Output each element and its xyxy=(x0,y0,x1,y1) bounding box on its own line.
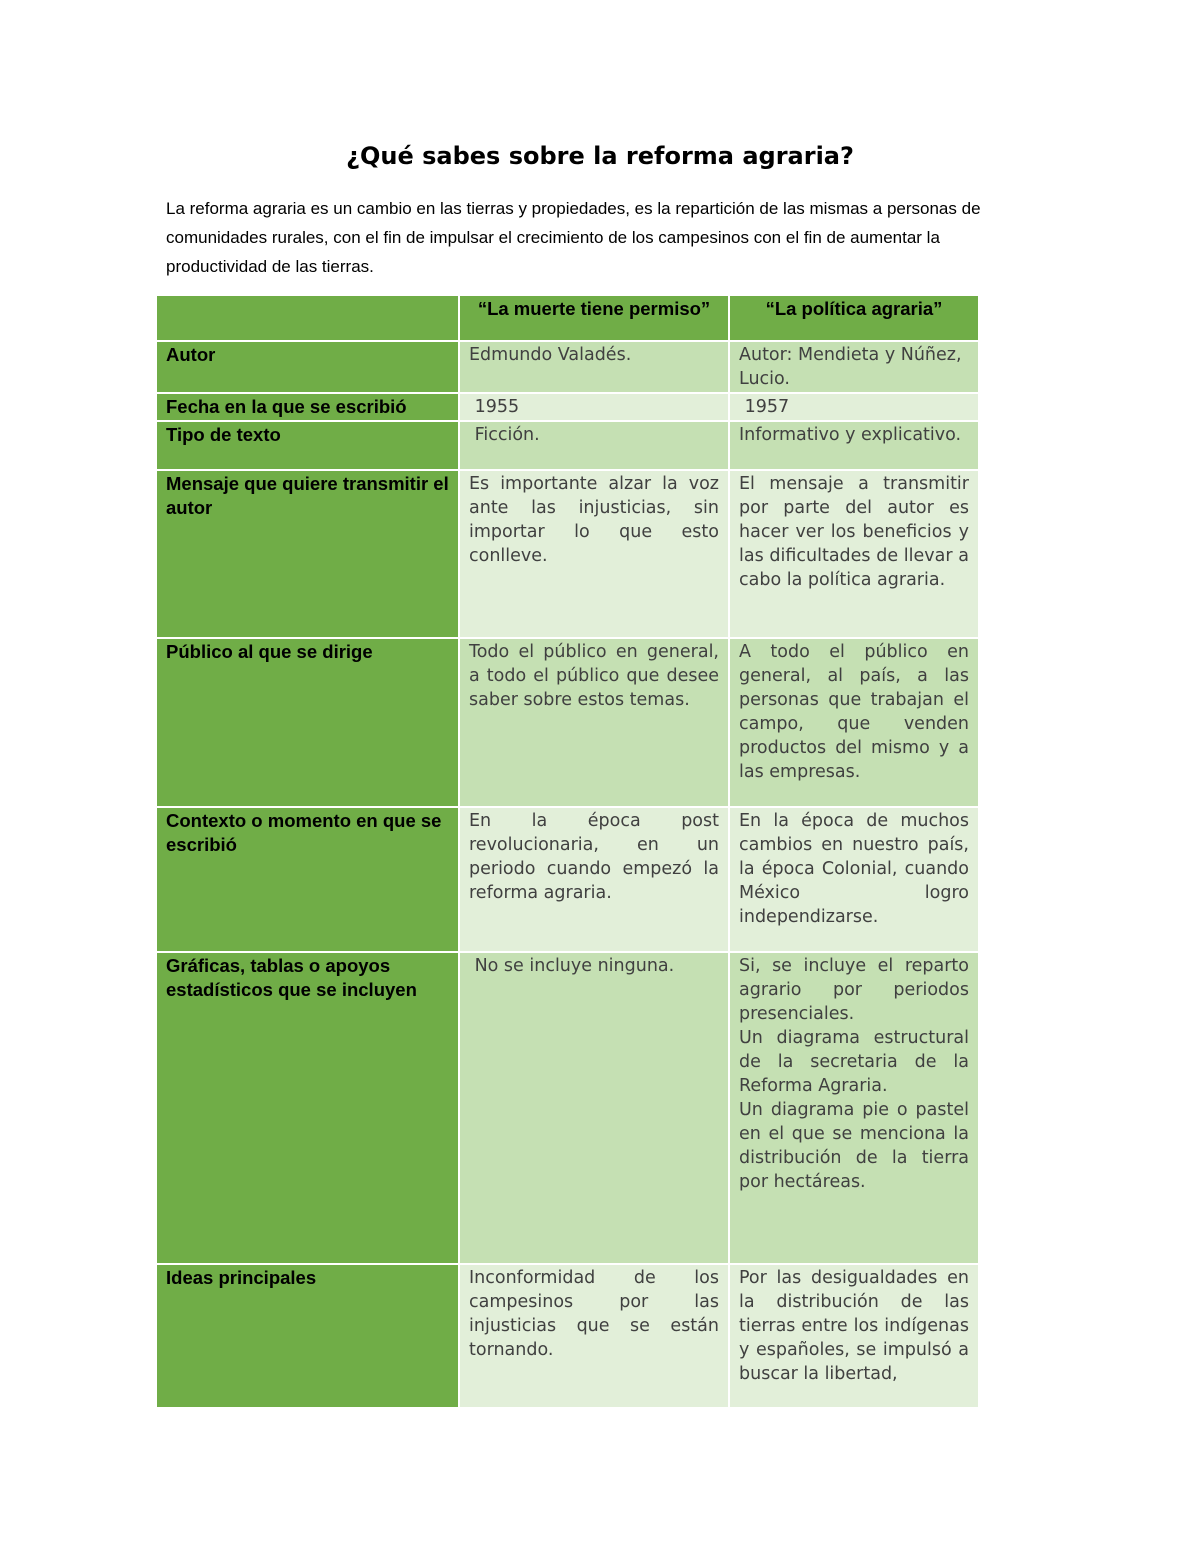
row-label-mensaje: Mensaje que quiere transmitir el autor xyxy=(156,470,459,638)
table-row xyxy=(156,421,979,470)
cell-tipo-b: Informativo y explicativo. xyxy=(729,421,979,470)
header-empty xyxy=(156,295,459,341)
row-label-tipo: Tipo de texto xyxy=(156,421,459,470)
graficas-b-item: Si, se incluye el reparto agrario por periodos presenciales. xyxy=(739,956,969,1024)
cell-contexto-a: En la época post revolucionaria, en un periodo cuando empezó la reforma agraria. xyxy=(459,807,729,952)
table-row xyxy=(156,952,979,1264)
cell-tipo-a: Ficción. xyxy=(459,421,729,470)
cell-graficas-b xyxy=(729,952,979,1264)
table-row xyxy=(156,341,979,393)
cell-publico-a: Todo el público en general, a todo el público que desee saber sobre estos temas. xyxy=(459,638,729,807)
cell-mensaje-b: El mensaje a transmitir por parte del autor es hacer ver los beneficios y las dificultades de llevar a cabo la política agraria. xyxy=(729,470,979,638)
cell-fecha-a: 1955 xyxy=(459,393,729,421)
graficas-b-item: Un diagrama estructural de la secretaria de la Reforma Agraria. xyxy=(739,1028,969,1096)
table-row xyxy=(156,638,979,807)
table-row xyxy=(156,807,979,952)
cell-publico-b: A todo el público en general, al país, a las personas que trabajan el campo, que venden productos del mismo y a las empresas. xyxy=(729,638,979,807)
table-row xyxy=(156,1264,979,1408)
page-title: ¿Qué sabes sobre la reforma agraria? xyxy=(346,142,854,170)
graficas-b-item: Un diagrama pie o pastel en el que se menciona la distribución de la tierra por hectáreas. xyxy=(739,1100,969,1192)
cell-ideas-a: Inconformidad de los campesinos por las injusticias que se están tornando. xyxy=(459,1264,729,1408)
row-label-contexto: Contexto o momento en que se escribió xyxy=(156,807,459,952)
comparison-table xyxy=(156,295,979,1408)
cell-ideas-b: Por las desigualdades en la distribución de las tierras entre los indígenas y españoles, se impulsó a buscar la libertad, xyxy=(729,1264,979,1408)
header-muerte-tiene-permiso: “La muerte tiene permiso” xyxy=(459,295,729,341)
table-row xyxy=(156,470,979,638)
cell-contexto-b: En la época de muchos cambios en nuestro país, la época Colonial, cuando México logro independizarse. xyxy=(729,807,979,952)
row-label-graficas: Gráficas, tablas o apoyos estadísticos que se incluyen xyxy=(156,952,459,1264)
cell-autor-a: Edmundo Valadés. xyxy=(459,341,729,393)
row-label-publico: Público al que se dirige xyxy=(156,638,459,807)
table-row xyxy=(156,393,979,421)
header-row xyxy=(156,295,979,341)
header-politica-agraria: “La política agraria” xyxy=(729,295,979,341)
row-label-ideas: Ideas principales xyxy=(156,1264,459,1408)
row-label-fecha: Fecha en la que se escribió xyxy=(156,393,459,421)
cell-fecha-b: 1957 xyxy=(729,393,979,421)
cell-graficas-a: No se incluye ninguna. xyxy=(459,952,729,1264)
intro-paragraph: La reforma agraria es un cambio en las tierras y propiedades, es la repartición de las mismas a personas de comunidades rurales, con el fin de impulsar el crecimiento de los campesinos con el fin de aumentar la productividad de las tierras. xyxy=(166,199,981,276)
row-label-autor: Autor xyxy=(156,341,459,393)
cell-mensaje-a: Es importante alzar la voz ante las injusticias, sin importar lo que esto conlleve. xyxy=(459,470,729,638)
cell-autor-b: Autor: Mendieta y Núñez, Lucio. xyxy=(729,341,979,393)
